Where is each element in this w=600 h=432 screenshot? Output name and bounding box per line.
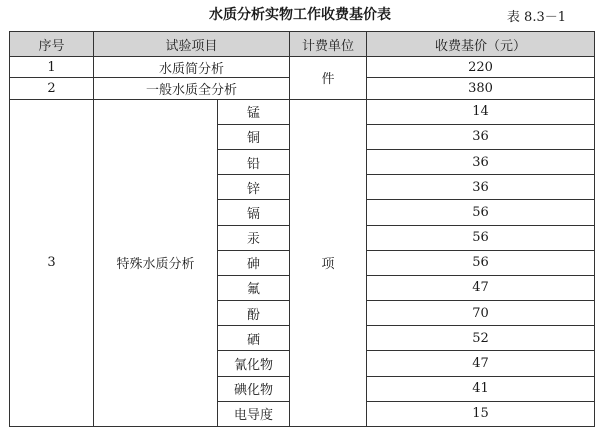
sub-item-price: 41 — [367, 376, 595, 401]
sub-item-price: 52 — [367, 326, 595, 351]
sub-item-name: 铜 — [218, 124, 290, 149]
sub-item-price: 56 — [367, 225, 595, 250]
sub-item-price: 47 — [367, 351, 595, 376]
sub-item-name: 碘化物 — [218, 376, 290, 401]
sub-item-price: 56 — [367, 250, 595, 275]
table-row — [10, 57, 595, 78]
table-row — [10, 99, 595, 124]
sub-item-name: 锌 — [218, 175, 290, 200]
unit-item: 项 — [290, 99, 367, 426]
sub-item-name: 酚 — [218, 301, 290, 326]
sub-item-name: 硒 — [218, 326, 290, 351]
sub-item-price: 70 — [367, 301, 595, 326]
sub-item-name: 锰 — [218, 99, 290, 124]
sub-item-name: 砷 — [218, 250, 290, 275]
sub-item-price: 15 — [367, 401, 595, 426]
row-2-seq: 2 — [10, 78, 94, 99]
header-item: 试验项目 — [94, 32, 290, 57]
row-2-price: 380 — [367, 78, 595, 99]
row-1-seq: 1 — [10, 57, 94, 78]
sub-item-name: 铅 — [218, 150, 290, 175]
sub-item-price: 14 — [367, 99, 595, 124]
sub-item-name: 汞 — [218, 225, 290, 250]
sub-item-name: 镉 — [218, 200, 290, 225]
sub-item-price: 36 — [367, 150, 595, 175]
sub-item-name: 氟 — [218, 275, 290, 300]
header-row — [10, 32, 595, 57]
sub-item-price: 36 — [367, 175, 595, 200]
sub-item-name: 电导度 — [218, 401, 290, 426]
header-unit: 计费单位 — [290, 32, 367, 57]
sub-item-price: 36 — [367, 124, 595, 149]
fee-table — [9, 31, 595, 427]
unit-piece: 件 — [290, 57, 367, 100]
sub-item-price: 47 — [367, 275, 595, 300]
header-price: 收费基价（元） — [367, 32, 595, 57]
table-number: 表 8.3－1 — [506, 10, 566, 25]
sub-item-price: 56 — [367, 200, 595, 225]
sub-item-name: 氰化物 — [218, 351, 290, 376]
row-1-item: 水质简分析 — [94, 57, 290, 78]
header-seq: 序号 — [10, 32, 94, 57]
row-1-price: 220 — [367, 57, 595, 78]
row-3-seq: 3 — [10, 99, 94, 426]
table-title: 水质分析实物工作收费基价表 — [209, 7, 391, 23]
row-2-item: 一般水质全分析 — [94, 78, 290, 99]
row-3-item: 特殊水质分析 — [94, 99, 218, 426]
